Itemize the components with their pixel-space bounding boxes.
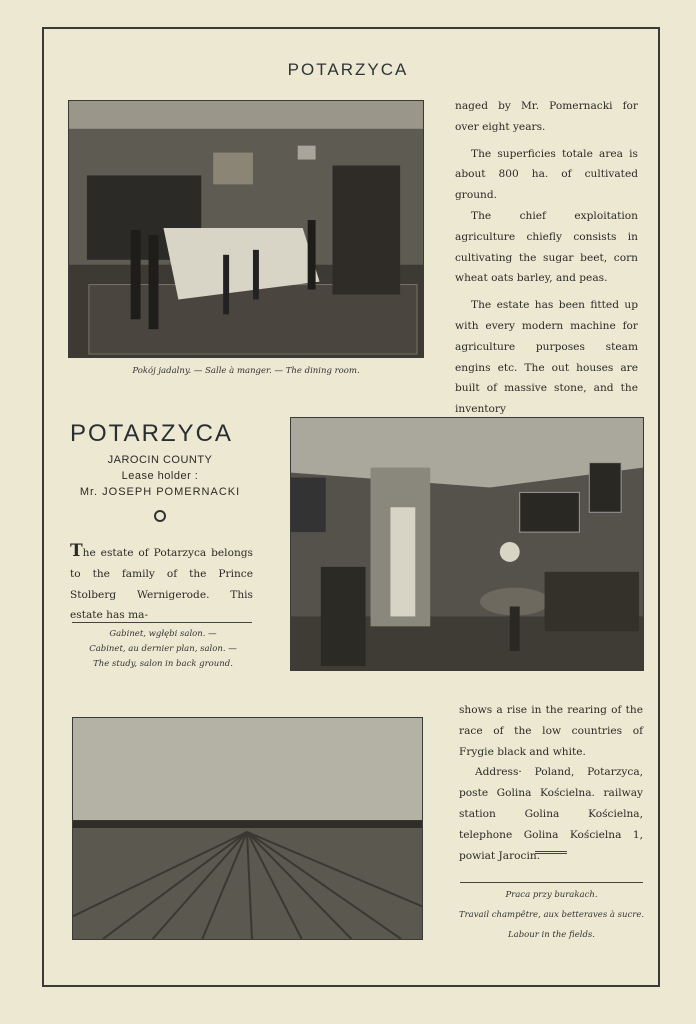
paragraph: naged by Mr. Pomernacki for over eight years.	[455, 100, 638, 133]
divider	[460, 882, 643, 883]
study-caption	[68, 627, 258, 672]
caption-line: Travail champêtre, aux betteraves à sucre.	[458, 910, 645, 920]
divider	[72, 622, 252, 623]
fields-caption	[455, 888, 648, 943]
caption-line: Praca przy burakach.	[505, 890, 598, 900]
intro-paragraph: he estate of Potarzyca belongs to the family of the Prince Stolberg Wernigerode. This estate has ma-	[70, 547, 253, 622]
paragraph: The superficies totale area is about 800 ha. of cultivated ground.	[455, 147, 638, 202]
study-photo	[290, 417, 644, 671]
paragraph: Address· Poland, Potarzyca, poste Golina Kościelna. railway station Golina Kościelna, telephone Golina Kościelna 1, powiat Jarocin.	[459, 766, 643, 862]
circle-ornament-icon	[154, 510, 166, 522]
right-column-text	[455, 96, 638, 420]
estate-title: POTARZYCA	[70, 420, 233, 447]
drop-cap: T	[70, 541, 83, 561]
dining-room-caption: Pokój jadalny. — Salle à manger. — The dining room.	[132, 366, 360, 376]
lease-label: Lease holder :	[121, 470, 199, 482]
paragraph: The chief exploitation agriculture chiefly consists in cultivating the sugar beet, corn wheat oats barley, and peas.	[455, 209, 638, 285]
caption-line: Gabinet, wgłębi salon. —	[109, 629, 217, 639]
double-rule-divider	[535, 851, 567, 854]
lower-column-text	[459, 700, 643, 866]
lease-holder: Mr. JOSEPH POMERNACKI	[79, 486, 241, 498]
paragraph: shows a rise in the rearing of the race of the low countries of Frygie black and white.	[459, 704, 643, 758]
county-line: JAROCIN COUNTY	[107, 454, 213, 466]
page-title: POTARZYCA	[287, 60, 409, 79]
paragraph: The estate has been fitted up with every modern machine for agriculture purposes steam engins etc. The out houses are built of massive stone, and the inventory	[455, 299, 638, 416]
estate-title-block	[70, 420, 250, 526]
intro-text	[70, 541, 253, 626]
dining-room-photo	[68, 100, 424, 358]
caption-line: Labour in the fields.	[508, 930, 595, 940]
field-photo	[72, 717, 423, 940]
caption-line: Cabinet, au dernier plan, salon. —	[89, 644, 237, 654]
caption-line: The study, salon in back ground.	[93, 659, 233, 669]
